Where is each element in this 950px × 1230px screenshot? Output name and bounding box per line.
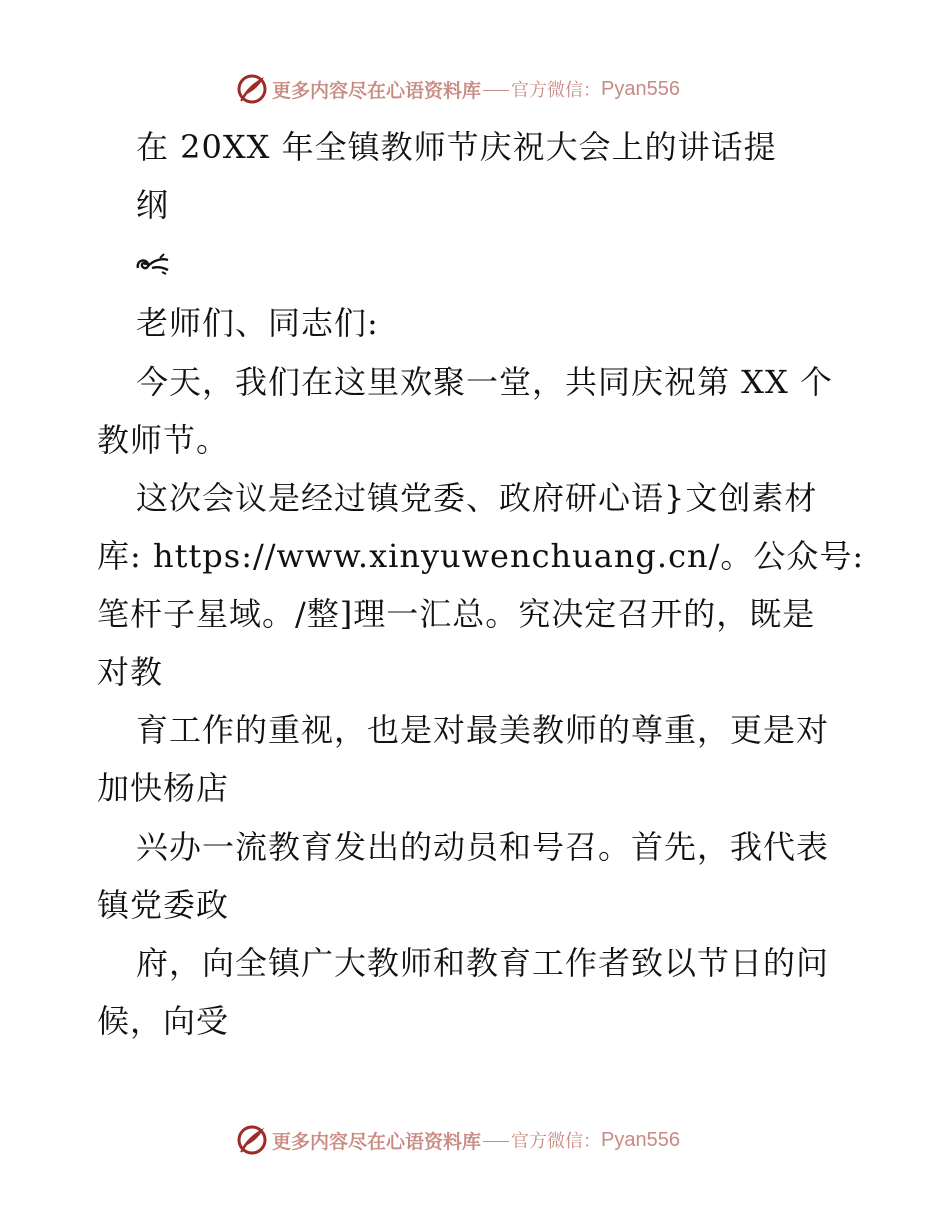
paragraph-line: 兴办一流教育发出的动员和号召。首先，我代表: [136, 828, 830, 866]
footer-brand-text: 更多内容尽在心语资料库: [272, 1130, 482, 1153]
paragraph-line: 候，向受: [97, 1002, 230, 1040]
document-title-line-1: 在 20XX 年全镇教师节庆祝大会上的讲话提: [136, 128, 777, 166]
document-title-line-2: 纲: [136, 186, 170, 224]
paragraph-line: 镇党委政: [97, 886, 230, 924]
paragraph-line: 笔杆子星域。/整]理一汇总。究决定召开的，既是: [97, 595, 816, 633]
paragraph-line: 这次会议是经过镇党委、政府研心语}文创素材: [136, 479, 818, 517]
salutation-line: 老师们、同志们:: [136, 304, 379, 342]
footer-banner: [236, 1123, 680, 1157]
paragraph-line: 今天，我们在这里欢聚一堂，共同庆祝第 XX 个: [136, 363, 833, 401]
footer-label-text: 官方微信：: [511, 1131, 602, 1152]
quill-logo-icon: [236, 1124, 268, 1156]
header-banner: [236, 72, 680, 106]
paragraph-line: 库: https://www.xinyuwenchuang.cn/。公众号:: [97, 537, 865, 575]
paragraph-line: 育工作的重视，也是对最美教师的尊重，更是对: [136, 711, 830, 749]
paragraph-line: 府，向全镇广大教师和教育工作者致以节日的问: [136, 944, 830, 982]
footer-dash: [483, 1141, 509, 1142]
header-code-text: Pyan556: [601, 77, 680, 100]
footer-code-text: Pyan556: [601, 1128, 680, 1151]
paragraph-line: 对教: [97, 653, 164, 691]
header-dash: [483, 90, 509, 91]
header-label-text: 官方微信：: [511, 80, 602, 101]
quill-logo-icon: [236, 73, 268, 105]
paragraph-line: 教师节。: [97, 421, 230, 459]
paragraph-line: 加快杨店: [97, 769, 230, 807]
header-brand-text: 更多内容尽在心语资料库: [272, 79, 482, 102]
flourish-ornament-icon: [134, 252, 172, 276]
